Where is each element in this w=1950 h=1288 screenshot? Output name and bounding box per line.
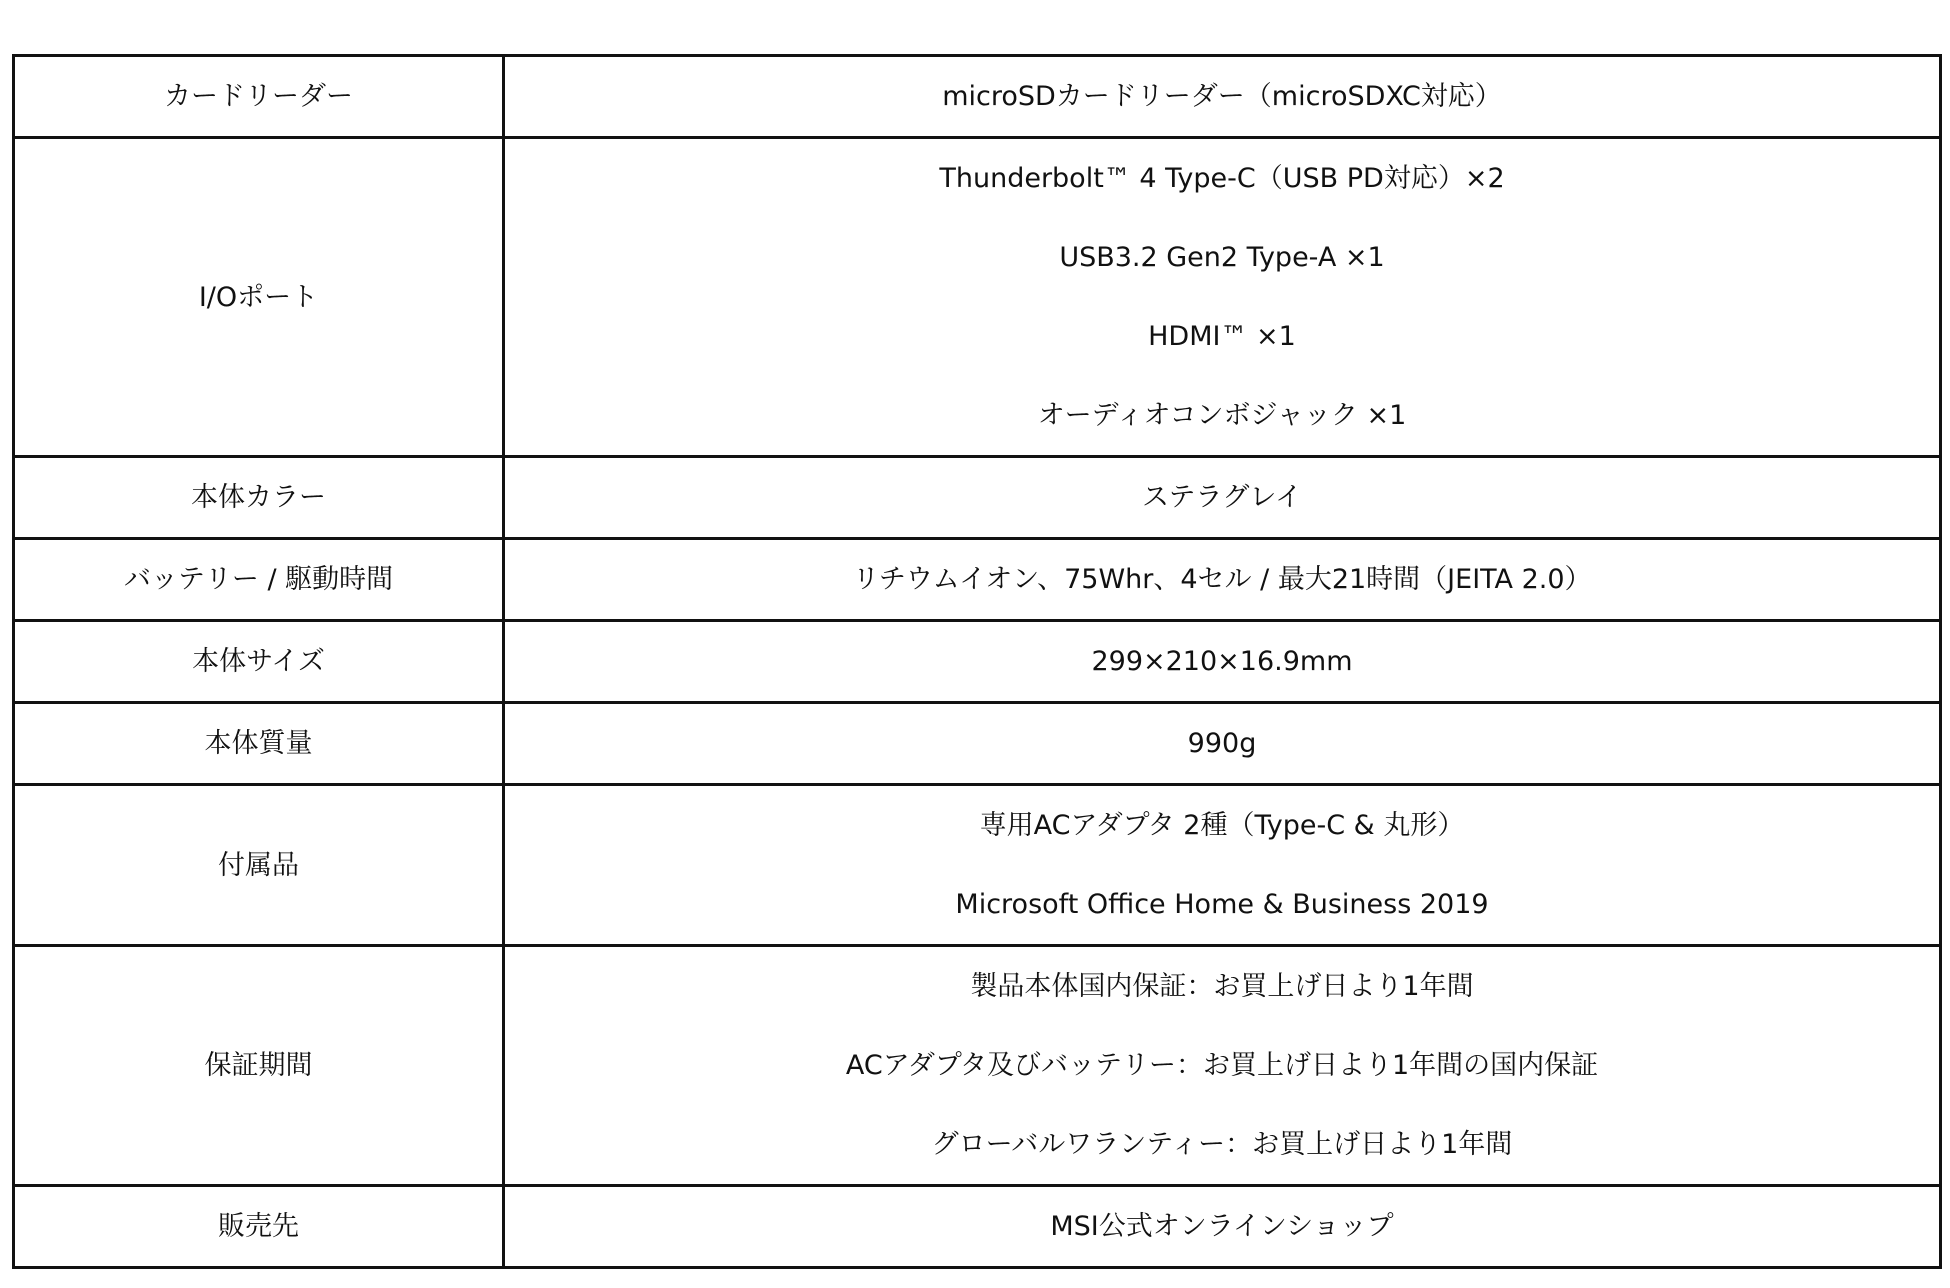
value-line: 990g bbox=[1187, 728, 1257, 759]
table-row bbox=[14, 703, 1941, 785]
row-value bbox=[504, 1186, 1941, 1268]
row-label: 本体質量 bbox=[14, 703, 504, 785]
table-row bbox=[14, 621, 1941, 703]
table-row bbox=[14, 138, 1941, 457]
row-value bbox=[504, 56, 1941, 138]
value-line: ACアダプタ及びバッテリー：お買上げ日より1年間の国内保証 bbox=[845, 1050, 1599, 1081]
table-row bbox=[14, 785, 1941, 946]
row-value bbox=[504, 539, 1941, 621]
table-row bbox=[14, 539, 1941, 621]
value-line: 専用ACアダプタ 2種（Type-C & 丸形） bbox=[979, 810, 1465, 841]
row-value bbox=[504, 703, 1941, 785]
value-line: MSI公式オンラインショップ bbox=[1050, 1211, 1394, 1242]
value-line: 299×210×16.9mm bbox=[1091, 646, 1353, 677]
row-label: 本体サイズ bbox=[14, 621, 504, 703]
value-line: Thunderbolt™ 4 Type-C（USB PD対応）×2 bbox=[939, 163, 1505, 194]
value-line: オーディオコンボジャック ×1 bbox=[1037, 400, 1407, 431]
row-value bbox=[504, 785, 1941, 946]
row-label: 付属品 bbox=[14, 785, 504, 946]
row-label: I/Oポート bbox=[14, 138, 504, 457]
table-row bbox=[14, 457, 1941, 539]
value-line: 製品本体国内保証：お買上げ日より1年間 bbox=[970, 971, 1474, 1002]
value-line: リチウムイオン、75Whr、4セル / 最大21時間（JEITA 2.0） bbox=[852, 564, 1592, 595]
value-line: USB3.2 Gen2 Type-A ×1 bbox=[1059, 242, 1385, 273]
row-value bbox=[504, 457, 1941, 539]
row-label: 保証期間 bbox=[14, 946, 504, 1186]
value-line: HDMI™ ×1 bbox=[1148, 321, 1296, 352]
row-value bbox=[504, 138, 1941, 457]
value-line: ステラグレイ bbox=[1141, 482, 1303, 513]
value-line: Microsoft Office Home & Business 2019 bbox=[955, 889, 1489, 920]
table-row bbox=[14, 1186, 1941, 1268]
row-label: 販売先 bbox=[14, 1186, 504, 1268]
table-row bbox=[14, 946, 1941, 1186]
value-line: グローバルワランティー：お買上げ日より1年間 bbox=[931, 1129, 1513, 1160]
spec-table bbox=[12, 54, 1942, 1269]
row-value bbox=[504, 946, 1941, 1186]
row-value bbox=[504, 621, 1941, 703]
value-line: microSDカードリーダー（microSDXC対応） bbox=[942, 81, 1502, 112]
row-label: バッテリー / 駆動時間 bbox=[14, 539, 504, 621]
row-label: カードリーダー bbox=[14, 56, 504, 138]
row-label: 本体カラー bbox=[14, 457, 504, 539]
table-row bbox=[14, 56, 1941, 138]
